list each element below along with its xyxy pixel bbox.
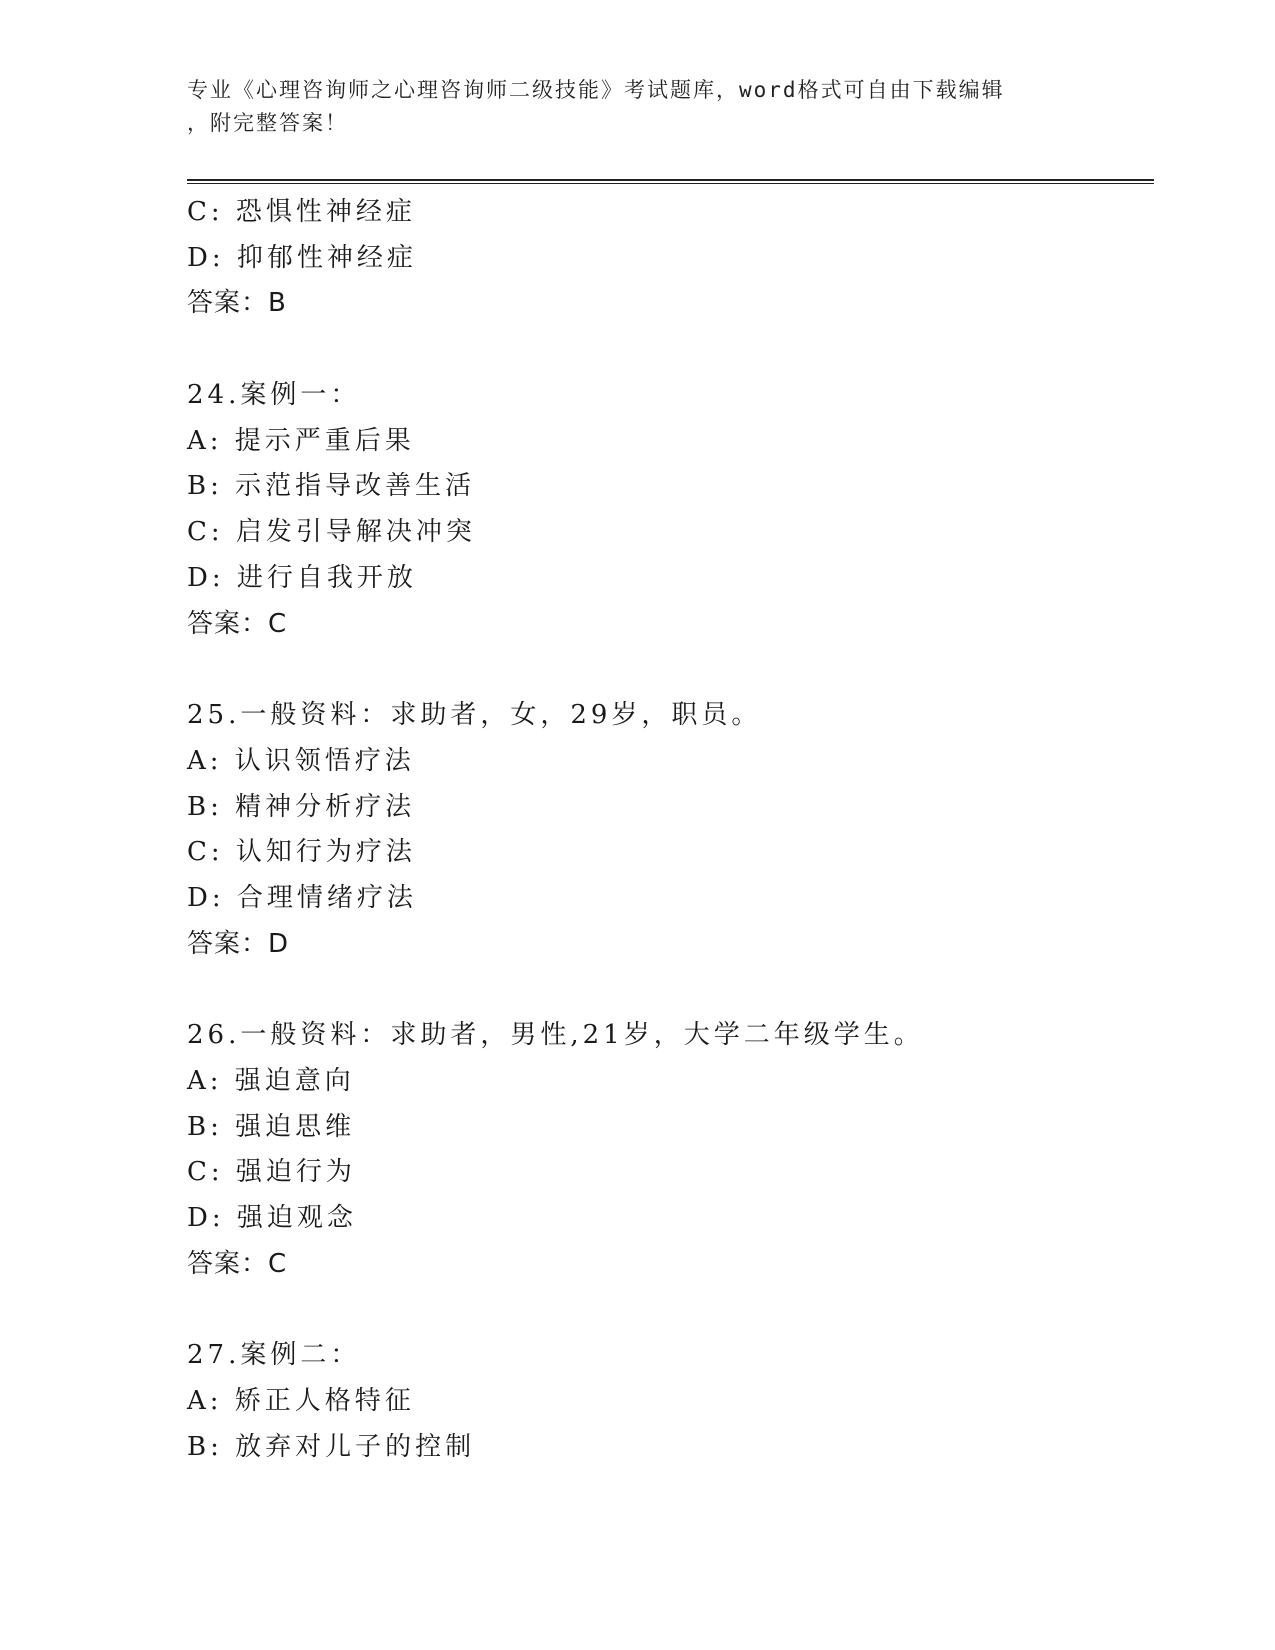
option-b: B: 放弃对儿子的控制 xyxy=(187,1431,476,1462)
answer: 答案：B xyxy=(187,288,287,319)
header-divider-thin xyxy=(187,183,1154,184)
option-a: A: 强迫意向 xyxy=(187,1066,355,1096)
question-24 xyxy=(187,373,1147,647)
question-27 xyxy=(187,1333,1147,1470)
header-divider-thick xyxy=(187,179,1154,181)
option-b: B: 示范指导改善生活 xyxy=(187,471,476,502)
header-line-2: ，附完整答案！ xyxy=(187,111,348,135)
option-c: C: 强迫行为 xyxy=(187,1157,356,1188)
option-d: D: 合理情绪疗法 xyxy=(187,882,417,913)
question-title: 26.一般资料：求助者，男性,21岁，大学二年级学生。 xyxy=(187,1020,924,1051)
question-title: 27.案例二： xyxy=(187,1340,361,1371)
answer: 答案：C xyxy=(187,608,288,639)
option-c: C: 启发引导解决冲突 xyxy=(187,517,476,548)
question-list xyxy=(187,190,1147,1471)
option-c: C: 恐惧性神经症 xyxy=(187,197,416,227)
option-d: D: 进行自我开放 xyxy=(187,562,417,593)
question-23-tail xyxy=(187,190,1147,327)
answer: 答案：C xyxy=(187,1248,288,1279)
header-line-1: 专业《心理咨询师之心理咨询师二级技能》考试题库，word格式可自由下载编辑 xyxy=(187,78,1005,102)
option-d: D: 强迫观念 xyxy=(187,1203,357,1234)
option-b: B: 精神分析疗法 xyxy=(187,791,416,822)
question-title: 25.一般资料：求助者，女，29岁，职员。 xyxy=(187,700,762,731)
document-header xyxy=(187,74,1087,140)
question-title: 24.案例一： xyxy=(187,380,361,411)
question-26 xyxy=(187,1013,1147,1287)
option-b: B: 强迫思维 xyxy=(187,1111,356,1142)
option-d: D: 抑郁性神经症 xyxy=(187,242,417,273)
option-a: A: 认识领悟疗法 xyxy=(187,745,415,776)
option-a: A: 提示严重后果 xyxy=(187,425,415,456)
option-a: A: 矫正人格特征 xyxy=(187,1386,415,1417)
answer: 答案：D xyxy=(187,928,290,959)
option-c: C: 认知行为疗法 xyxy=(187,837,416,868)
question-25 xyxy=(187,693,1147,967)
